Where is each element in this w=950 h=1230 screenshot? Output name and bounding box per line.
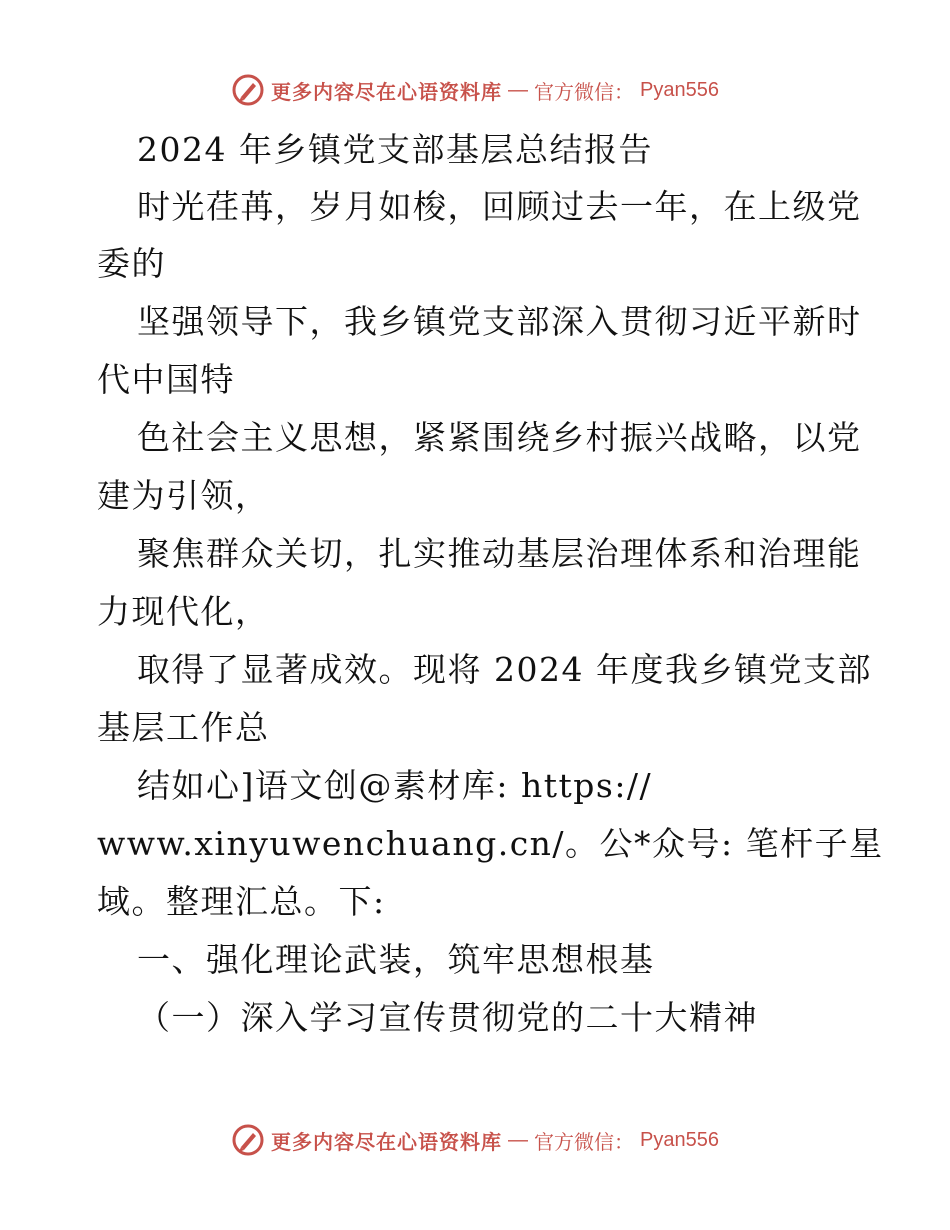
watermark-wechat-id: Pyan556	[640, 1128, 719, 1151]
paragraph-line: 结如心]语文创@素材库: https://	[137, 766, 653, 805]
pen-logo-icon	[231, 73, 265, 107]
paragraph-line: 建为引领，	[97, 476, 270, 515]
paragraph-line: 取得了显著成效。现将 2024 年度我乡镇党支部	[137, 650, 872, 689]
watermark-official: 官方微信：	[534, 1129, 635, 1154]
subsection-heading: （一）深入学习宣传贯彻党的二十大精神	[137, 998, 758, 1037]
watermark-wechat-id: Pyan556	[640, 78, 719, 101]
watermark-dash: —	[508, 78, 529, 101]
watermark-official: 官方微信：	[534, 79, 635, 104]
paragraph-line: 基层工作总	[97, 708, 270, 747]
paragraph-line: 时光荏苒，岁月如梭，回顾过去一年，在上级党	[137, 187, 862, 226]
header-watermark	[0, 70, 950, 110]
paragraph-line: 坚强领导下，我乡镇党支部深入贯彻习近平新时	[137, 302, 862, 341]
pen-logo-icon	[231, 1123, 265, 1157]
paragraph-line: 委的	[97, 244, 166, 283]
paragraph-line: 力现代化，	[97, 592, 270, 631]
watermark-text: 更多内容尽在心语资料库	[271, 1129, 503, 1154]
paragraph-line: 代中国特	[97, 360, 235, 399]
paragraph-line: www.xinyuwenchuang.cn/。公*众号: 笔杆子星	[97, 824, 884, 863]
section-heading: 一、强化理论武装，筑牢思想根基	[137, 940, 655, 979]
paragraph-line: 域。整理汇总。下:	[97, 882, 386, 921]
watermark-dash: —	[508, 1128, 529, 1151]
footer-watermark	[0, 1120, 950, 1160]
paragraph-line: 色社会主义思想，紧紧围绕乡村振兴战略，以党	[137, 418, 862, 457]
paragraph-line: 聚焦群众关切，扎实推动基层治理体系和治理能	[137, 534, 862, 573]
document-title: 2024 年乡镇党支部基层总结报告	[137, 130, 653, 169]
watermark-text: 更多内容尽在心语资料库	[271, 79, 503, 104]
